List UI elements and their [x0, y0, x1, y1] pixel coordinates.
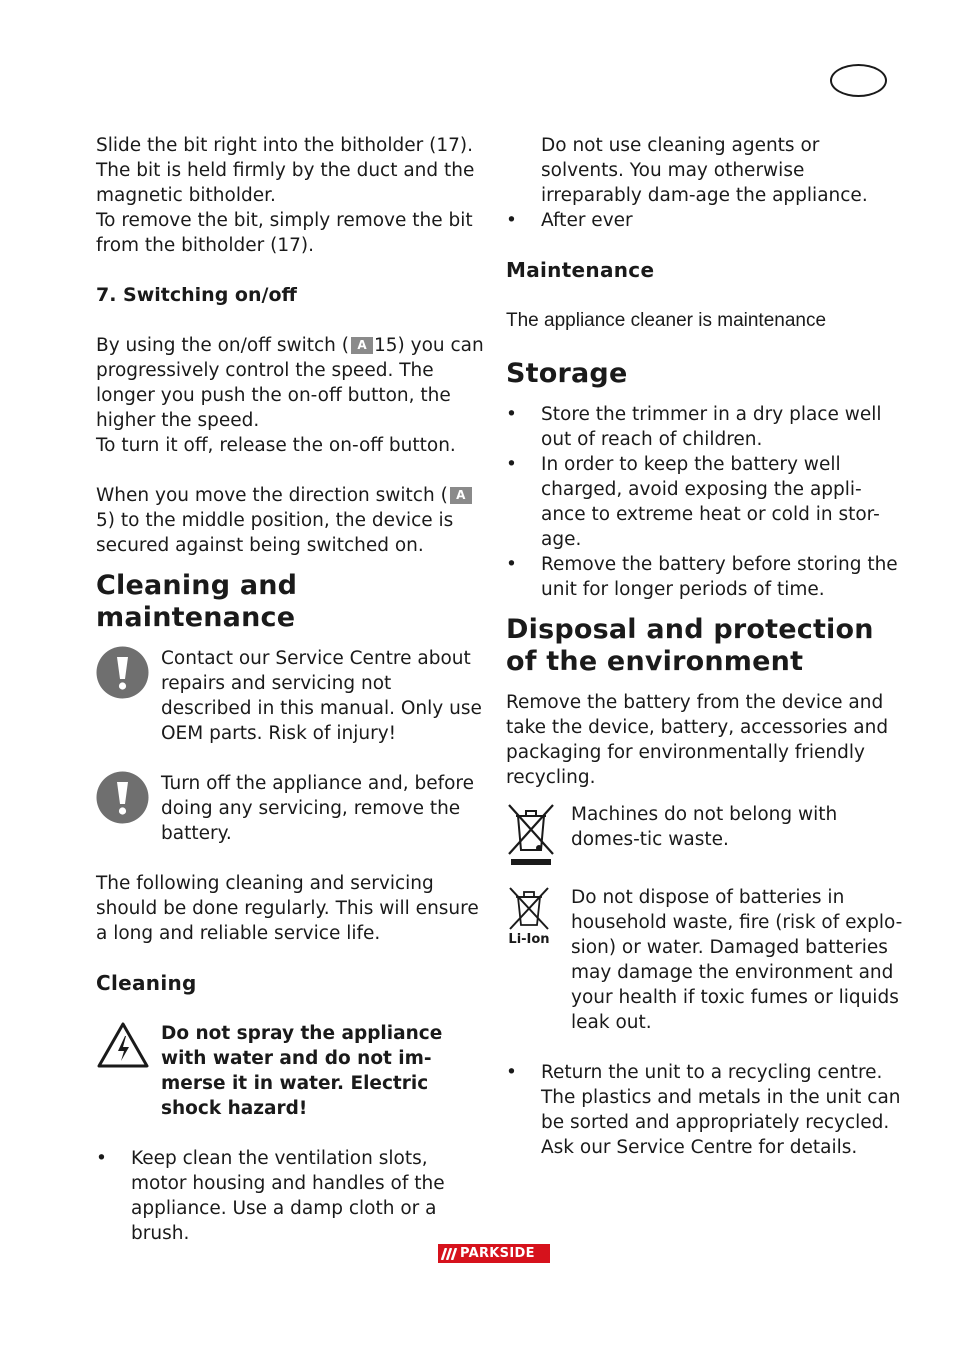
maintenance-text: The appliance cleaner is maintenance — [506, 310, 827, 331]
exclamation-circle-icon — [96, 771, 161, 831]
notice-batteries: Li-Ion Do not dispose of batteries in household waste, fire (risk of explo-sion) or water. Damaged batteries may damage the environment and your health if toxic fumes or liquids leak out. — [506, 885, 906, 1035]
exclamation-circle-icon — [96, 646, 161, 706]
left-column — [96, 133, 486, 1246]
bit-remove-text: To remove the bit, simply remove the bit from the bitholder (17). — [96, 210, 473, 256]
onoff-text: By using the on/off switch ( A 15) you can progressively control the speed. The longer you push the on-off button, the higher the speed. — [96, 335, 484, 431]
list-item: • Return the unit to a recycling centre. The plastics and metals in the unit can be sorted and appropriately recycled. Ask our Service Centre for details. — [506, 1062, 901, 1158]
notice-battery: Turn off the appliance and, before doing any servicing, remove the battery. — [96, 771, 486, 846]
crossed-out-bin-icon — [506, 802, 571, 873]
logo-text: PARKSIDE — [460, 1246, 535, 1261]
cleaning-subheading: Cleaning — [96, 971, 197, 995]
regular-servicing-text: The following cleaning and servicing should be done regularly. This will ensure a long and reliable service life. — [96, 873, 479, 944]
notice-machines: Machines do not belong with domes-tic waste. — [506, 802, 906, 873]
svg-text:Li-Ion: Li-Ion — [508, 932, 550, 947]
cleaning-maintenance-heading: Cleaning and maintenance — [96, 570, 298, 633]
disposal-heading: Disposal and protection of the environment — [506, 614, 874, 677]
figure-a-badge: A — [450, 487, 472, 504]
disposal-text: Remove the battery from the device and take the device, battery, accessories and packaging for environmentally friendly recycling. — [506, 692, 889, 788]
bit-insert-text: Slide the bit right into the bitholder (17). The bit is held firmly by the duct and the magnetic bitholder. — [96, 135, 475, 206]
figure-a-badge: A — [351, 337, 373, 354]
warning-electric: Do not spray the appliance with water and do not im-merse it in water. Electric shock hazard! — [96, 1021, 486, 1121]
maintenance-subheading: Maintenance — [506, 258, 655, 282]
storage-heading: Storage — [506, 358, 628, 389]
direction-text: When you move the direction switch ( A5) to the middle position, the device is secured against being switched on. — [96, 483, 486, 558]
language-badge — [830, 64, 887, 97]
list-item: • Keep clean the ventilation slots, motor housing and handles of the appliance. Use a damp cloth or a brush. — [96, 1148, 445, 1244]
list-item: • In order to keep the battery well charged, avoid exposing the appli-ance to extreme heat or cold in stor-age. — [506, 454, 880, 550]
logo-stripes-icon — [438, 1244, 460, 1263]
li-ion-crossed-bin-icon — [506, 885, 571, 954]
list-item: • Store the trimmer in a dry place well out of reach of children. — [506, 404, 882, 450]
parkside-logo — [438, 1244, 550, 1263]
cleaning-agents-text: Do not use cleaning agents or solvents. You may otherwise irreparably dam-age the appliance. — [541, 135, 868, 206]
electric-shock-warning-icon — [96, 1021, 161, 1076]
section-switching-title: 7. Switching on/off — [96, 284, 297, 306]
list-item: • Remove the battery before storing the unit for longer periods of time. — [506, 554, 898, 600]
right-column — [506, 133, 906, 1160]
notice-service: Contact our Service Centre about repairs and servicing not described in this manual. Only use OEM parts. Risk of injury! — [96, 646, 486, 746]
turn-off-text: To turn it off, release the on-off button. — [96, 435, 456, 456]
list-item: • After ever — [506, 210, 633, 231]
